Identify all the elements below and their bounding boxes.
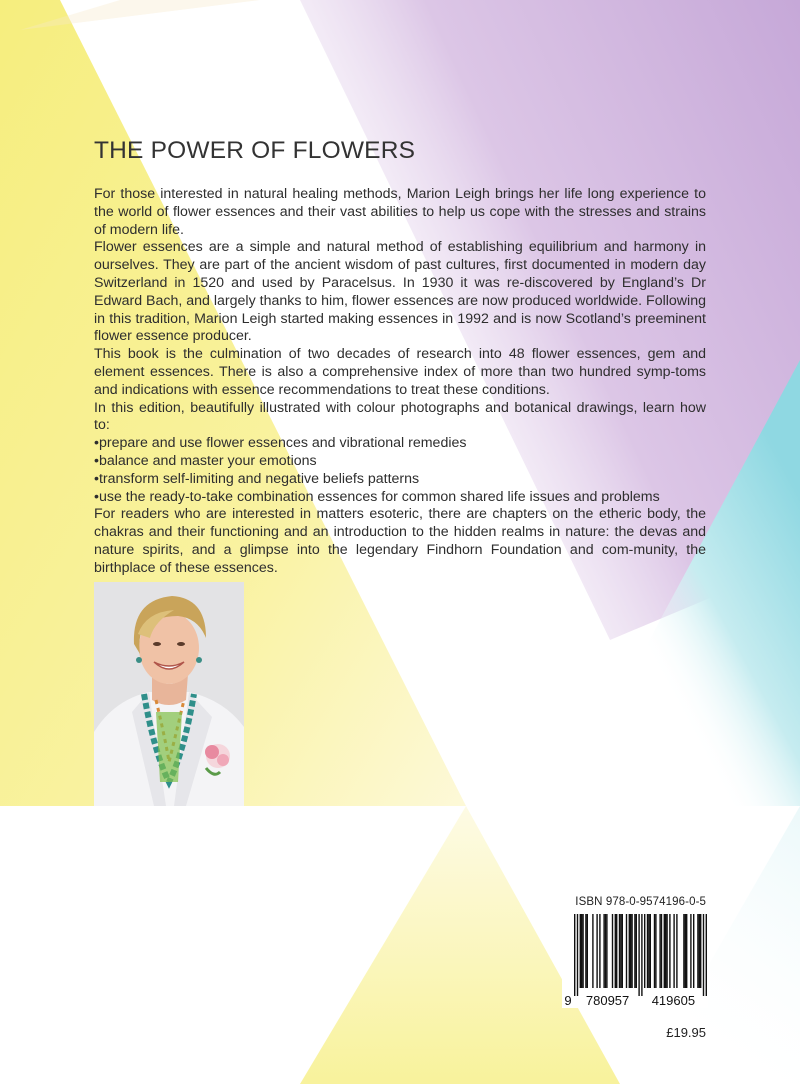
barcode-bar [574,914,575,996]
blurb-closing: For readers who are interested in matters esoteric, there are chapters on the etheric body, the chakras and their functioning and an introduction to the hidden realms in nature: the devas and nature spirits, and a glimpse into the legendary Findhorn Foundation and com-munity, the birthplace of these essences. [94,506,706,576]
barcode-bar [661,914,662,988]
barcode-bar [615,914,616,988]
blurb [94,186,706,578]
isbn-label: ISBN 978-0-9574196-0-5 [575,896,706,908]
blurb-paragraph: This book is the culmination of two decades of research into 48 flower essences, gem and element essences. There is also a comprehensive index of more than two hundred symp-toms and indications with essence recommendations to treat these conditions. [94,346,706,398]
barcode-bar [619,914,620,988]
book-title: THE POWER OF FLOWERS [94,137,416,164]
blurb-paragraph: For those interested in natural healing methods, Marion Leigh brings her life long experience to the world of flower essences and their vast abilities to help us cope with the stresses and strains of modern life. [94,186,706,238]
barcode-bar [585,914,586,988]
barcode-bar [676,914,677,988]
barcode-bar [648,914,649,988]
barcode-bar [638,914,639,996]
barcode-bar [631,914,632,988]
barcode-bar [580,914,581,988]
barcode-bar [626,914,627,988]
barcode-bar [647,914,648,988]
barcode-bar [582,914,583,988]
barcode-bar [654,914,655,988]
bullet-item: • prepare and use flower essences and vibrational remedies [94,435,706,453]
barcode-bar [664,914,665,988]
barcode-bar [622,914,623,988]
bullet-list [94,435,706,506]
barcode-digits: 419605 [651,993,696,1008]
barcode-bar [641,914,642,996]
barcode-bar [603,914,604,988]
barcode-bar [699,914,700,988]
barcode-bar [686,914,687,988]
barcode-bar [655,914,656,988]
blurb-paragraph: Flower essences are a simple and natural method of establishing equilibrium and harmony in ourselves. They are part of the ancient wisdom of past cultures, first documented in modern day Switzerland in 1520 and used by Paracelsus. In 1930 it was re-discovered by England’s Dr Edward Bach, and largely thanks to him, flower essences are now produced worldwide. Following in this tradition, Marion Leigh started making essences in 1992 and is now Scotland’s preeminent flower essence producer. [94,239,706,345]
author-photo [94,582,244,806]
barcode-bar [592,914,593,988]
barcode-bar [620,914,621,988]
barcode-bar [650,914,651,988]
barcode-bar [683,914,684,988]
barcode-bar [587,914,588,988]
barcode-digits: 9 [564,993,572,1008]
barcode-bar [669,914,670,988]
price-label: £19.95 [666,1025,706,1040]
bullet-item: • use the ready-to-take combination essences for common shared life issues and problems [94,489,706,507]
barcode-bar [599,914,600,988]
barcode-bar [703,914,704,996]
barcode-bar [630,914,631,988]
barcode-bar [665,914,666,988]
barcode-bar [666,914,667,988]
barcode-bar [659,914,660,988]
barcode-bar [629,914,630,988]
barcode-bar [644,914,645,988]
barcode-bar [693,914,694,988]
barcode-bar [636,914,637,988]
blurb-paragraph: In this edition, beautifully illustrated with colour photographs and botanical drawings, learn how to: [94,399,706,434]
barcode-digits: 780957 [585,993,630,1008]
barcode-bar [690,914,691,988]
barcode-bar [685,914,686,988]
barcode-bar [606,914,607,988]
barcode-bar [577,914,578,996]
barcode-bar [596,914,597,988]
bullet-item: • transform self-limiting and negative beliefs patterns [94,471,706,489]
barcode-bar [605,914,606,988]
barcode-bar [673,914,674,988]
barcode [562,912,708,1008]
barcode-bar [616,914,617,988]
barcode-bar [697,914,698,988]
barcode-bar [700,914,701,988]
barcode-bar [612,914,613,988]
barcode-bar [706,914,707,996]
back-cover-content [94,136,706,578]
barcode-bar [634,914,635,988]
bullet-item: • balance and master your emotions [94,453,706,471]
barcode-bar [581,914,582,988]
